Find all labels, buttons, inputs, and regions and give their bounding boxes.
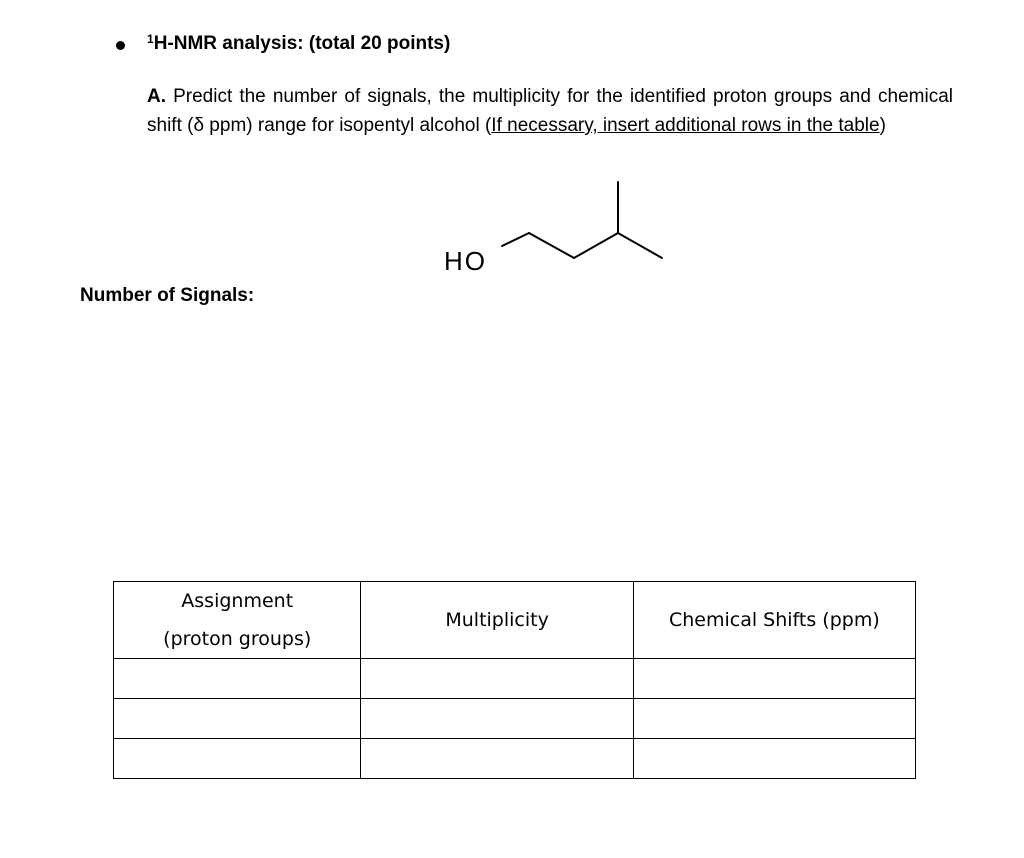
assignment-cell[interactable]	[114, 659, 361, 699]
shift-cell[interactable]	[633, 659, 915, 699]
nmr-table	[113, 581, 916, 779]
shifts-header: Chemical Shifts (ppm)	[633, 582, 915, 659]
assignment-header	[114, 582, 361, 659]
table-header-row	[114, 582, 916, 659]
multiplicity-cell[interactable]	[361, 739, 633, 779]
assignment-header-line1: Assignment	[181, 590, 294, 612]
bond-c3-methyl-right	[618, 233, 662, 258]
bond-c1-c2	[529, 233, 574, 258]
heading-text: H-NMR analysis: (total 20 points)	[153, 33, 451, 54]
question-closing: )	[879, 115, 886, 136]
multiplicity-cell[interactable]	[361, 699, 633, 739]
insert-rows-note: If necessary, insert additional rows in the table	[491, 115, 880, 136]
shift-cell[interactable]	[633, 699, 915, 739]
multiplicity-cell[interactable]	[361, 659, 633, 699]
table-row	[114, 659, 916, 699]
hydroxyl-label: HO	[444, 246, 487, 276]
table-row	[114, 739, 916, 779]
isotope-superscript: 1	[147, 32, 154, 46]
table-row	[114, 699, 916, 739]
question-text: Predict the number of signals, the multiplicity for the identified proton groups and chemical shift (δ ppm) range for isopentyl alcohol (	[147, 86, 953, 136]
multiplicity-header: Multiplicity	[361, 582, 633, 659]
assignment-cell[interactable]	[114, 739, 361, 779]
bond-o-c1	[502, 233, 529, 246]
shift-cell[interactable]	[633, 739, 915, 779]
assignment-cell[interactable]	[114, 699, 361, 739]
bond-c2-c3	[574, 233, 618, 258]
number-of-signals-label: Number of Signals:	[80, 285, 255, 306]
question-label: A.	[147, 86, 166, 107]
assignment-header-line2: (proton groups)	[163, 628, 312, 650]
